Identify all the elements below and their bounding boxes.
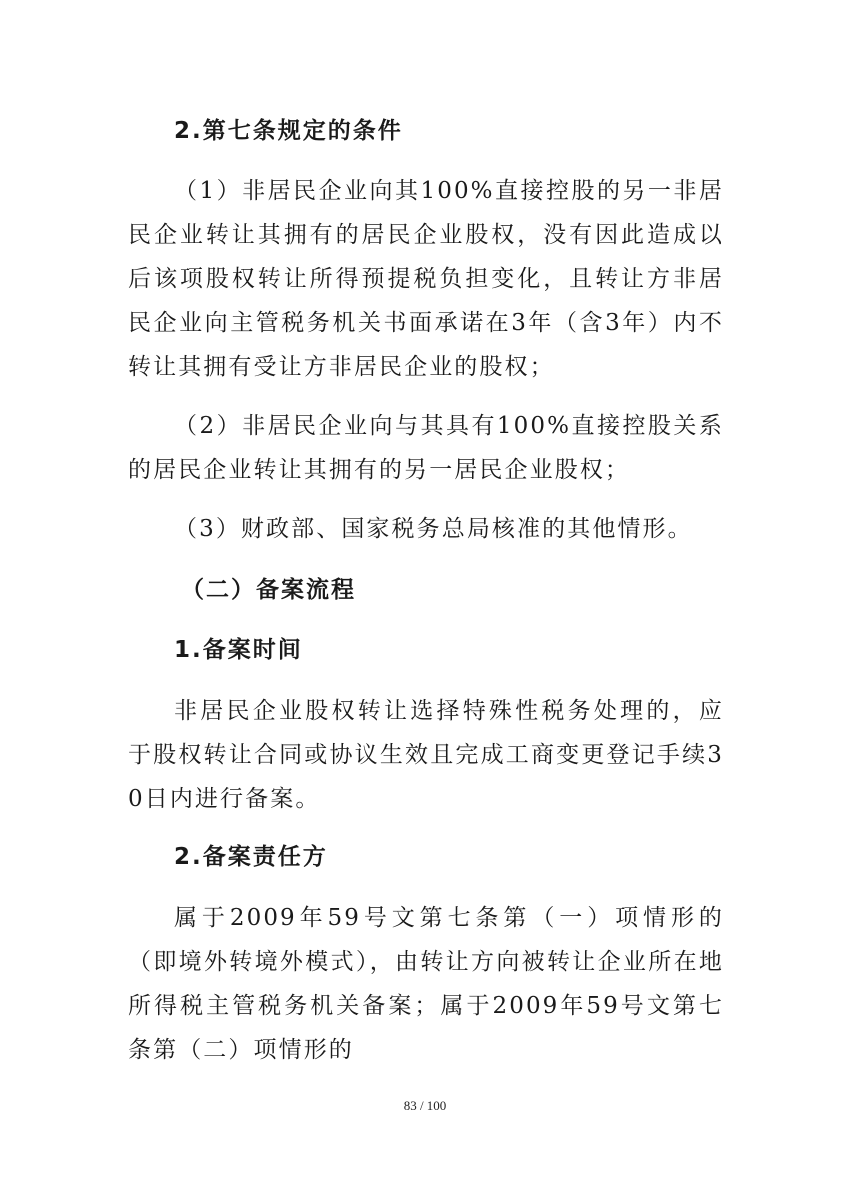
page-number: 83 / 100: [403, 1098, 447, 1113]
section-heading-filing-process: （二）备案流程: [181, 577, 356, 603]
paragraph-condition-1: （1）非居民企业向其100%直接控股的另一非居民企业转让其拥有的居民企业股权，没有因此造成以后该项股权转让所得预提税负担变化，且转让方非居民企业向主管税务机关书面承诺在3年（含3年）内不转让其拥有受让方非居民企业的股权；: [128, 178, 724, 380]
subheading-filing-time: 1.备案时间: [174, 637, 303, 663]
section-heading-conditions: 2.第七条规定的条件: [174, 118, 403, 144]
paragraph-condition-3: （3）财政部、国家税务总局核准的其他情形。: [174, 516, 693, 542]
paragraph-filing-time: 非居民企业股权转让选择特殊性税务处理的，应于股权转让合同或协议生效且完成工商变更登记手续30日内进行备案。: [128, 698, 724, 812]
subheading-filing-responsible-party: 2.备案责任方: [174, 844, 328, 870]
paragraph-condition-2: （2）非居民企业向与其具有100%直接控股关系的居民企业转让其拥有的另一居民企业股权；: [128, 413, 724, 483]
paragraph-filing-responsible-party: 属于2009年59号文第七条第（一）项情形的（即境外转境外模式），由转让方向被转让企业所在地所得税主管税务机关备案；属于2009年59号文第七条第（二）项情形的: [128, 905, 724, 1063]
